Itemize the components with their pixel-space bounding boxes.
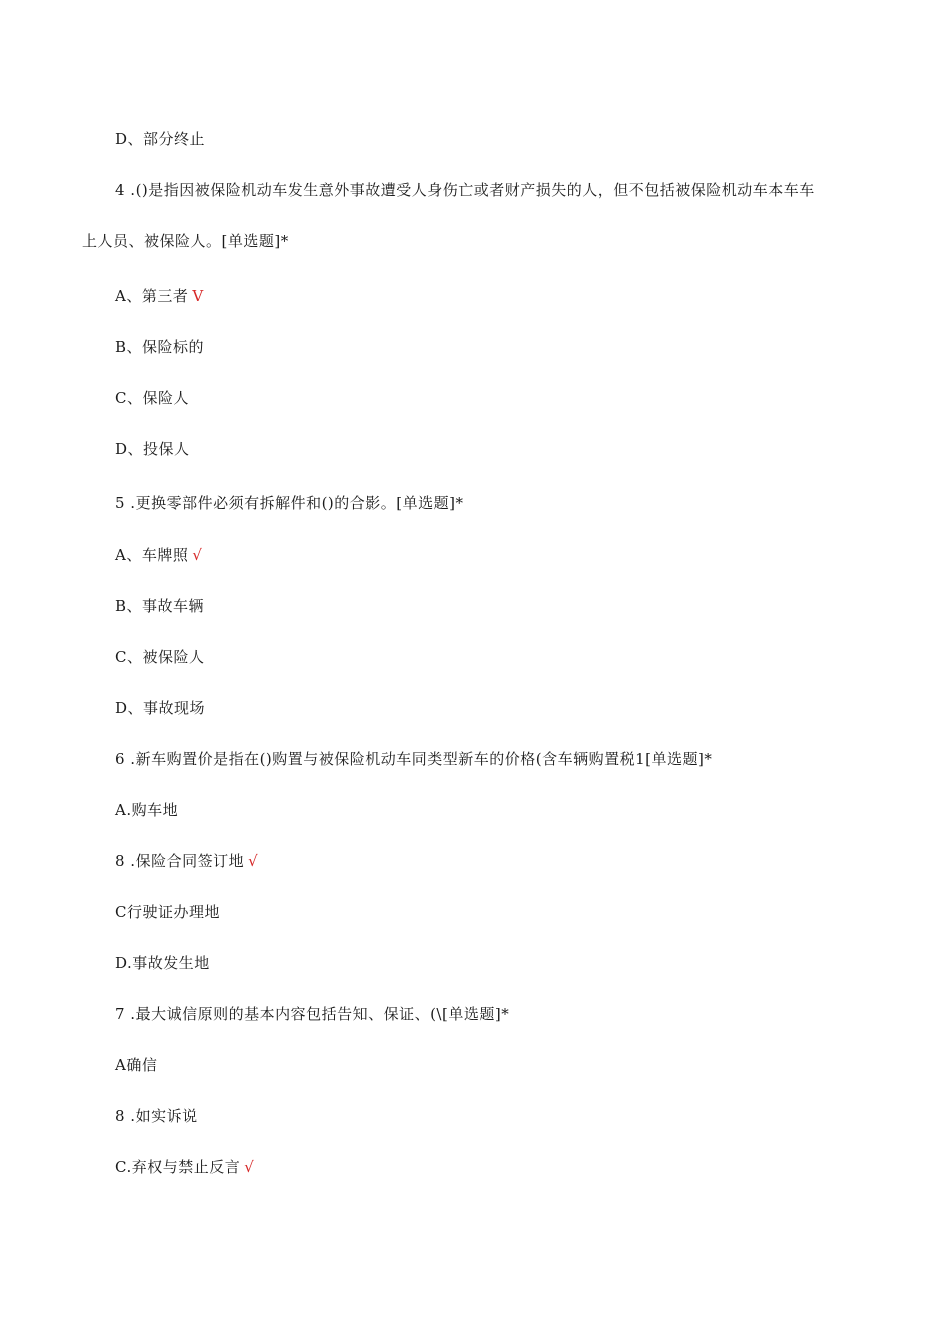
line-text: 7 .最大诚信原则的基本内容包括告知、保证、(\[单选题]* xyxy=(115,1005,510,1023)
question-5-option-a xyxy=(115,545,202,565)
line-text: 6 .新车购置价是指在()购置与被保险机动车同类型新车的价格(含车辆购置税1[单选题]* xyxy=(115,750,713,768)
question-7-option-a xyxy=(115,1055,157,1075)
line-text: D.事故发生地 xyxy=(115,954,210,972)
line-text: C.弃权与禁止反言 xyxy=(115,1158,241,1176)
line-text: 上人员、被保险人。[单选题]* xyxy=(82,232,289,250)
line-text: A、第三者 xyxy=(115,287,189,305)
line-text: 8 .保险合同签订地 xyxy=(115,852,245,870)
line-text: A、车牌照 xyxy=(115,546,189,564)
line-text: C行驶证办理地 xyxy=(115,903,220,921)
question-4-stem-cont xyxy=(82,231,289,251)
question-4-option-d xyxy=(115,439,190,459)
question-5-option-b xyxy=(115,596,204,616)
line-text: B、保险标的 xyxy=(115,338,205,356)
line-text: D、事故现场 xyxy=(115,699,206,717)
question-6-option-a xyxy=(115,800,178,820)
line-text: C、被保险人 xyxy=(115,648,205,666)
line-text: 5 .更换零部件必须有拆解件和()的合影。[单选题]* xyxy=(115,494,464,512)
question-4-option-a xyxy=(115,286,204,306)
question-7-option-b xyxy=(115,1106,198,1126)
question-4-option-b xyxy=(115,337,204,357)
line-text: D、投保人 xyxy=(115,440,190,458)
question-6-option-c xyxy=(115,902,220,922)
question-6-option-b xyxy=(115,851,258,871)
correct-mark-icon: V xyxy=(192,287,204,305)
line-text: 8 .如实诉说 xyxy=(115,1107,198,1125)
line-text: 4 .()是指因被保险机动车发生意外事故遭受人身伤亡或者财产损失的人，但不包括被保险机动车本车车 xyxy=(115,181,815,199)
question-7-stem xyxy=(115,1004,509,1024)
line-text: D、部分终止 xyxy=(115,130,206,148)
question-7-option-c xyxy=(115,1157,254,1177)
question-5-stem xyxy=(115,493,464,513)
question-4-stem xyxy=(115,180,815,200)
line-text: C、保险人 xyxy=(115,389,189,407)
question-6-option-d xyxy=(115,953,210,973)
question-4-option-c xyxy=(115,388,189,408)
check-mark-icon: √ xyxy=(244,1158,255,1176)
question-5-option-d xyxy=(115,698,205,718)
check-mark-icon: √ xyxy=(192,546,203,564)
line-text: B、事故车辆 xyxy=(115,597,205,615)
line-text: A确信 xyxy=(115,1056,158,1074)
line-text: A.购车地 xyxy=(115,801,179,819)
question-6-stem xyxy=(115,749,712,769)
check-mark-icon: √ xyxy=(248,852,259,870)
option-4-prev-d xyxy=(115,129,205,149)
question-5-option-c xyxy=(115,647,204,667)
